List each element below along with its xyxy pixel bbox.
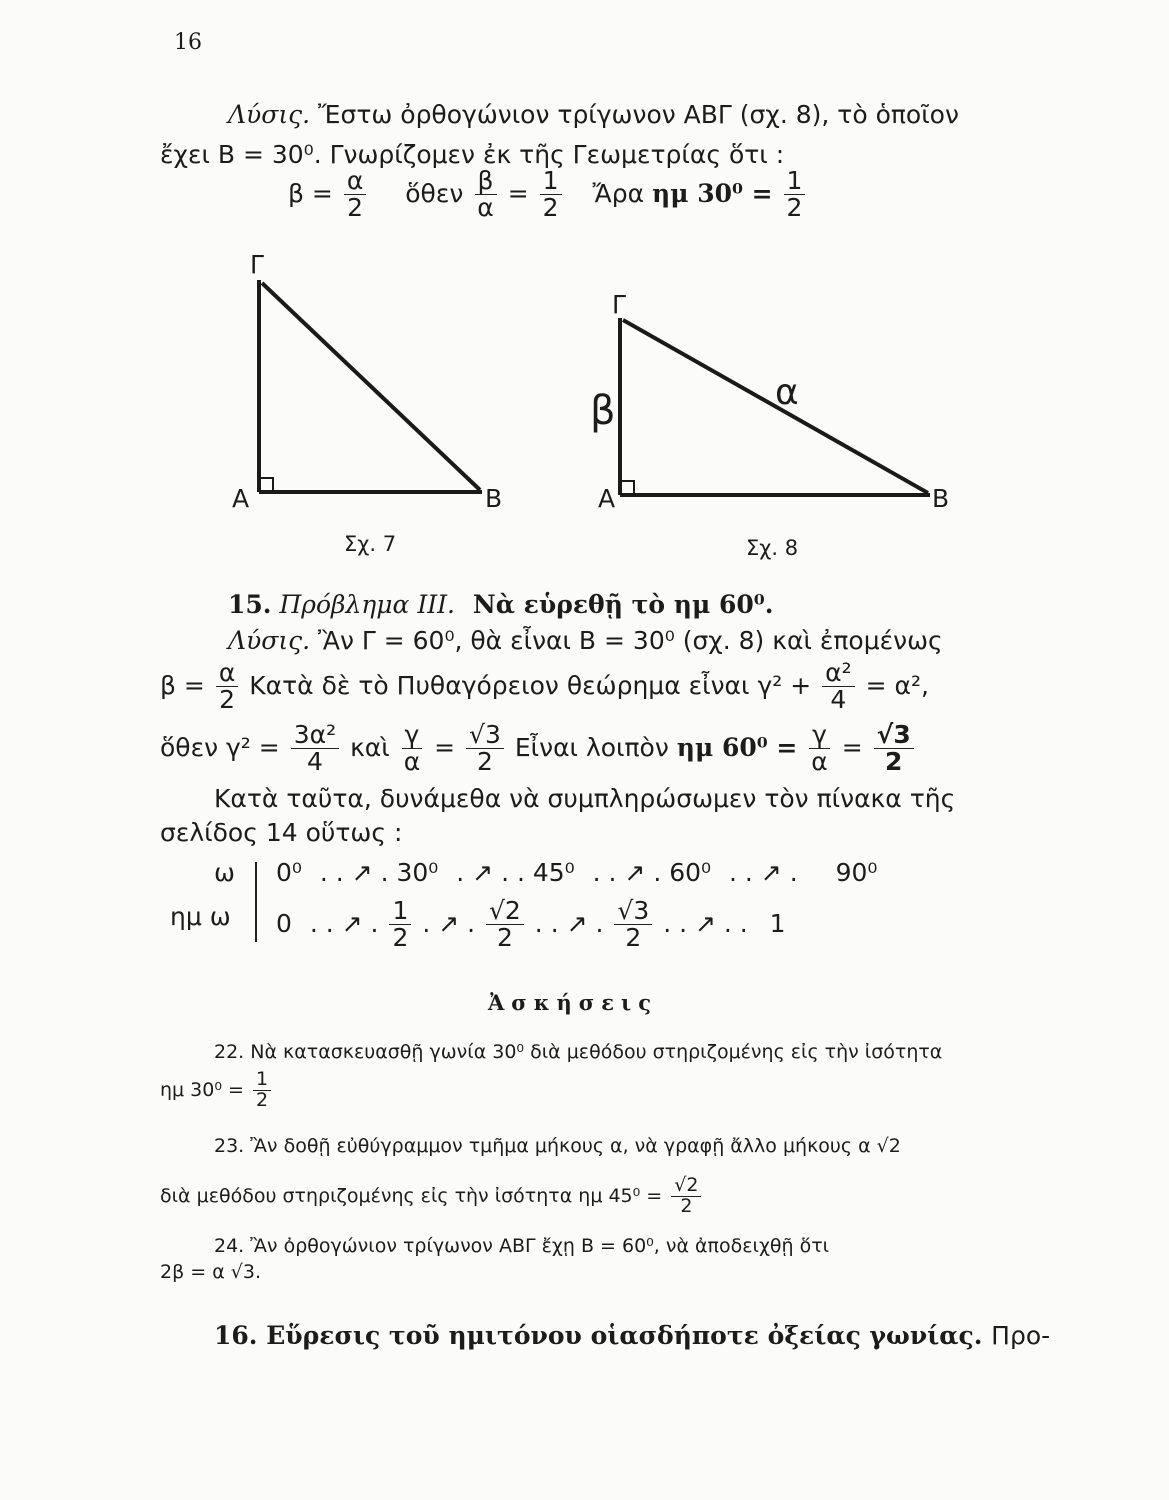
fig8-side-beta: β xyxy=(590,388,616,434)
figure-7-triangle xyxy=(259,280,482,492)
table-row-sin: 0 . . ↗ . $\frac{1}{2}$ . ↗ . $\frac{√2}{2}$ . . ↗ . $\frac{√3}{2}$ . . ↗ . . 1 xyxy=(276,896,786,953)
fig7-vertex-gamma: Γ xyxy=(250,250,264,279)
exercise-24-line-2: 2β = α √3. xyxy=(160,1261,262,1283)
problem-15-line-4: Κατὰ ταῦτα, δυνάμεθα νὰ συμπληρώσωμεν τὸν πίνακα τῆς xyxy=(214,784,956,813)
fig7-vertex-beta: Β xyxy=(485,484,503,513)
exercise-22-line-1: 22. Νὰ κατασκευασθῇ γωνία 30⁰ διὰ μεθόδου στηριζομένης εἰς τὴν ἰσότητα xyxy=(214,1041,943,1063)
page-number: 16 xyxy=(174,30,202,55)
eq-ara: Ἄρα xyxy=(592,178,645,208)
eq-beta: β = xyxy=(288,178,333,208)
table-row-omega: 0⁰ . . ↗ . 30⁰ . ↗ . . 45⁰ . . ↗ . 60⁰ . . ↗ . 90⁰ xyxy=(276,858,878,887)
problem-15-heading: 15. Πρόβλημα III. Νὰ εὑρεθῇ τὸ ημ 60⁰. xyxy=(228,590,774,619)
fig7-vertex-alpha: Α xyxy=(232,484,250,513)
fig8-vertex-beta: Β xyxy=(932,484,950,513)
fraction-1-over-2: $\frac{1}{2}$ xyxy=(540,168,562,222)
equation-sin30: β = $\frac{\alpha}{2}$ ὅθεν $\frac{\beta}{\alpha}$ = $\frac{1}{2}$ Ἄρα ημ 30⁰ = $\frac{1}{2}$ xyxy=(288,168,808,222)
solution-text-1: Ἔστω ὀρθογώνιον τρίγωνον ΑΒΓ (σχ. 8), τὸ ὁποῖον xyxy=(318,100,959,129)
fig8-caption: Σχ. 8 xyxy=(746,536,799,560)
eq-hm30: ημ 30⁰ = xyxy=(652,178,773,208)
lysis-label: Λύσις. xyxy=(228,100,311,129)
table-row-omega-label: ω xyxy=(214,858,235,887)
exercise-23-line-2: διὰ μεθόδου στηριζομένης εἰς τὴν ἰσότητα ημ 45⁰ = $\frac{√2}{2}$ xyxy=(160,1176,704,1217)
fig7-caption: Σχ. 7 xyxy=(344,532,397,556)
fraction-b-over-a: $\frac{\beta}{\alpha}$ xyxy=(474,168,496,222)
eq-hence: ὅθεν xyxy=(405,178,464,208)
problem-15-line-3: ὅθεν γ² = $\frac{\text{3α²}}{4}$ καὶ $\frac{\gamma}{\alpha}$ = $\frac{√3}{2}$ Εἶναι λοιπὸν ημ 60⁰ = $\frac{\gamma}{\alpha}$ = $\frac{√3}{2}$ xyxy=(160,722,917,776)
section-16-heading: 16. Εὕρεσις τοῦ ημιτόνου οἱασδήποτε ὀξείας γωνίας. Προ- xyxy=(214,1321,1051,1350)
problem-15-line-1: Λύσις. Ἂν Γ = 60⁰, θὰ εἶναι Β = 30⁰ (σχ. 8) καὶ ἐπομένως xyxy=(228,626,943,655)
table-row-sin-label: ημ ω xyxy=(170,902,231,931)
fig8-vertex-gamma: Γ xyxy=(612,290,626,319)
fraction-a-over-2: $\frac{\alpha}{2}$ xyxy=(344,168,366,222)
table-divider xyxy=(250,862,262,942)
exercise-22-line-2: ημ 30⁰ = $\frac{1}{2}$ xyxy=(160,1070,274,1111)
problem-15-line-2: β = $\frac{\alpha}{2}$ Κατὰ δὲ τὸ Πυθαγόρειον θεώρημα εἶναι γ² + $\frac{\text{α²}}{4}$ = α², xyxy=(160,658,929,715)
fig8-side-alpha: α xyxy=(775,372,799,413)
exercises-title: Ἀσκήσεις xyxy=(488,990,658,1015)
solution-line-2: ἔχει Β = 30⁰. Γνωρίζομεν ἐκ τῆς Γεωμετρίας ὅτι : xyxy=(160,140,785,169)
fraction-1-over-2-b: $\frac{1}{2}$ xyxy=(784,168,806,222)
exercise-24-line-1: 24. Ἂν ὀρθογώνιον τρίγωνον ΑΒΓ ἔχῃ Β = 60⁰, νὰ ἀποδειχθῇ ὅτι xyxy=(214,1235,830,1257)
fig8-vertex-alpha: Α xyxy=(598,484,616,513)
problem-15-line-5: σελίδος 14 οὕτως : xyxy=(160,818,403,847)
exercise-23-line-1: 23. Ἂν δοθῇ εὐθύγραμμον τμῆμα μήκους α, νὰ γραφῇ ἄλλο μήκους α √2 xyxy=(214,1135,901,1157)
